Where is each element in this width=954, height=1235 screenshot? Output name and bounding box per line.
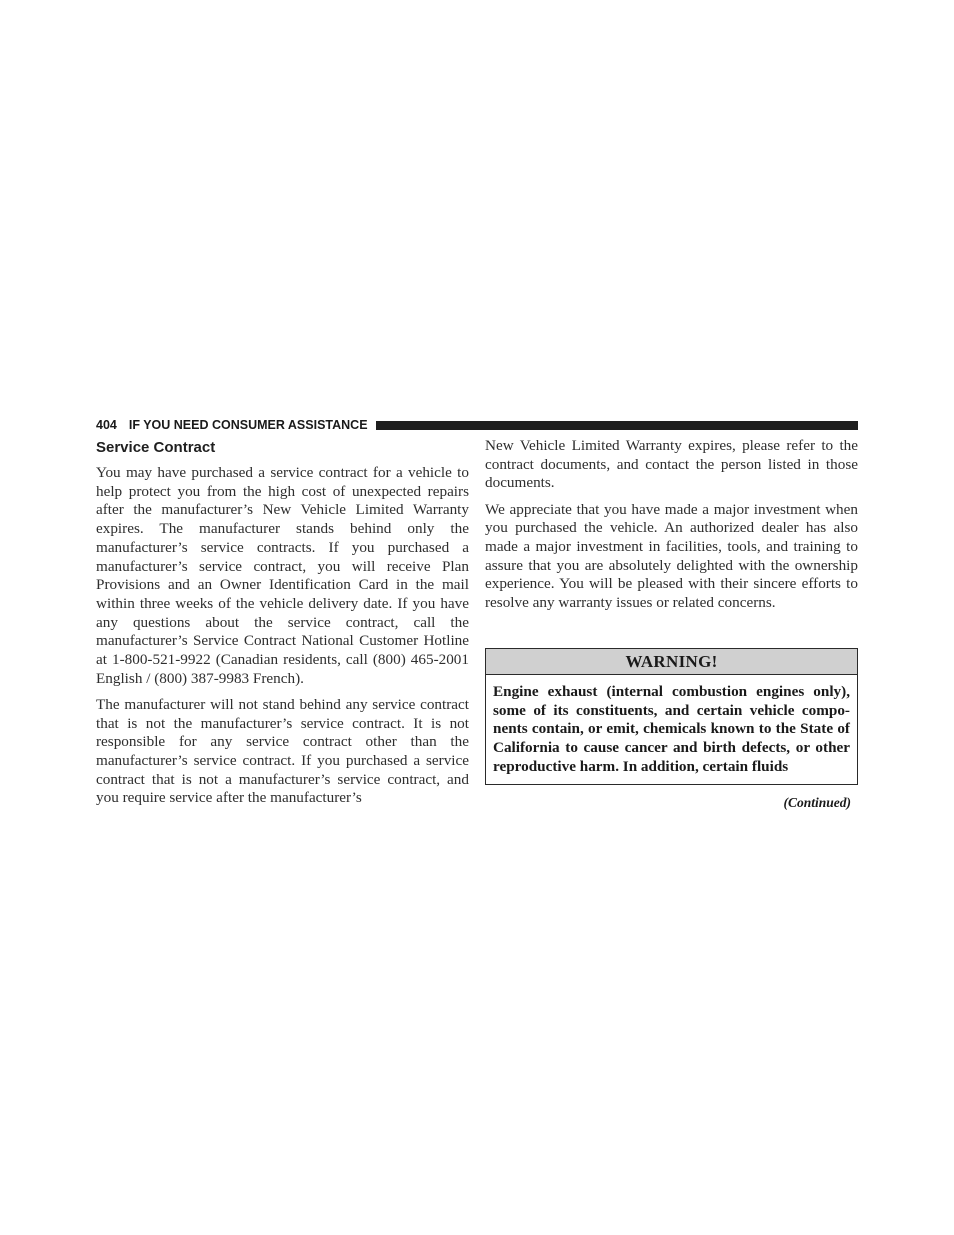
continued-label: (Continued) bbox=[783, 795, 851, 810]
body-paragraph: New Vehicle Limited Warranty expires, please refer to the contract documents, and contact the person listed in those documents. bbox=[485, 437, 858, 492]
section-title: IF YOU NEED CONSUMER ASSISTANCE bbox=[128, 418, 368, 432]
body-paragraph: You may have purchased a service contract for a vehicle to help protect you from the high cost of unexpected repairs after the manufacturer’s New Vehicle Limited Warranty expires. The manufacturer stands behind only the manufacturer’s service contracts. If you purchased a manufacturer’s service contract, you will receive Plan Provisions and an Owner Identification Card in the mail within three weeks of the vehicle delivery date. If you have any questions about the service contract, call the manufacturer’s Service Contract National Customer Hotline at 1-800-521-9922 (Canadian residents, call (800) 465-2001 English / (800) 387-9983 French). bbox=[96, 464, 469, 687]
page-number: 404 bbox=[96, 418, 117, 432]
header-rule bbox=[376, 421, 858, 430]
body-paragraph: The manufacturer will not stand behind any service contract that is not the manufacturer’s service contract. It is not responsible for any service contract other than the manufacturer’s service contract. If you purchased a service contract that is not a manufacturer’s service contract, and you require service after the manufacturer’s bbox=[96, 695, 469, 807]
body-paragraph: We appreciate that you have made a major investment when you purchased the vehicle. An authorized dealer has also made a major investment in facilities, tools, and training to assure that you are absolutely delighted with the ownership experience. You will be pleased with their sincere efforts to resolve any warranty issues or related concerns. bbox=[485, 500, 858, 612]
right-column bbox=[485, 437, 858, 620]
warning-title: WARNING! bbox=[486, 649, 857, 675]
left-column bbox=[96, 437, 469, 816]
page-header bbox=[96, 417, 858, 433]
warning-text: Engine exhaust (internal combustion engines only), some of its constituents, and certain vehicle compo- nents contain, or emit, chemicals known to the State of California to cause cancer and birth defects, or other reproductive harm. In addition, certain fluids bbox=[493, 683, 850, 775]
warning-box bbox=[485, 648, 858, 785]
service-contract-heading: Service Contract bbox=[96, 439, 216, 456]
